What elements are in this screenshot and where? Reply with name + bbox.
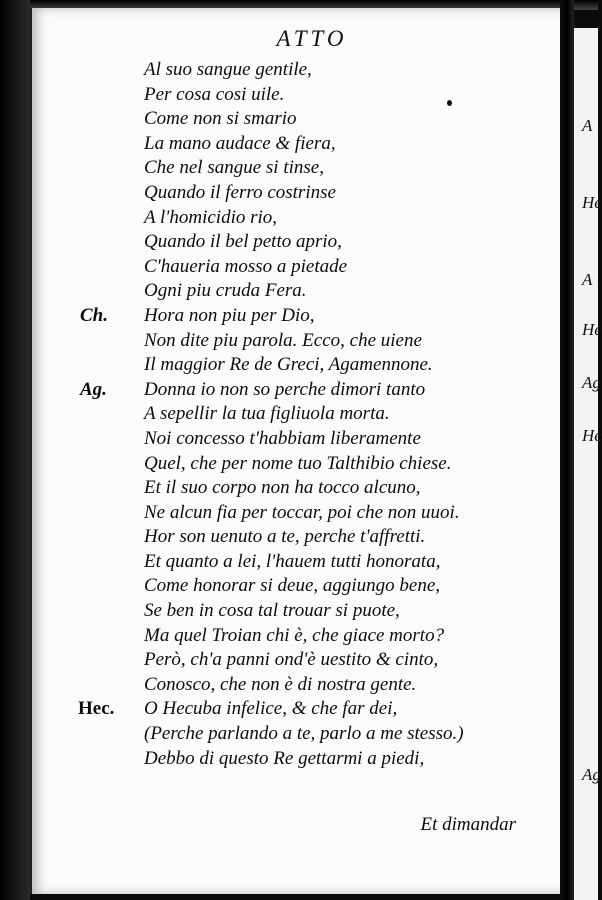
catchword: Et dimandar — [420, 814, 516, 835]
adjacent-page-edge — [574, 28, 602, 900]
line-text: Hora non piu per Dio, — [144, 304, 315, 326]
line-text: Ma quel Troian chi è, che giace morto? — [144, 624, 445, 646]
book-spine-left — [0, 0, 30, 900]
book-page — [30, 8, 572, 894]
verse-line — [32, 402, 572, 427]
line-text: Quel, che per nome tuo Talthibio chiese. — [144, 452, 452, 474]
adjacent-fragment: Ag — [582, 765, 601, 784]
verse-line — [32, 648, 572, 673]
verse-line — [32, 476, 572, 501]
verse-line — [32, 525, 572, 550]
verse-line — [32, 378, 572, 403]
line-text: Quando il bel petto aprio, — [144, 231, 342, 253]
verse-line — [32, 304, 572, 329]
line-text: Conosco, che non è di nostra gente. — [144, 673, 417, 695]
adjacent-fragment: He — [582, 426, 602, 445]
verse-line — [32, 501, 572, 526]
adjacent-fragment: He — [582, 193, 602, 212]
line-text: Noi concesso t'habbiam liberamente — [144, 427, 421, 449]
verse-line — [32, 353, 572, 378]
line-text: O Hecuba infelice, & che far dei, — [144, 698, 398, 720]
line-text: Donna io non so perche dimori tanto — [144, 378, 426, 400]
verse-line — [32, 329, 572, 354]
verse-line — [32, 181, 572, 206]
line-text: Al suo sangue gentile, — [144, 59, 312, 80]
line-text: Che nel sangue si tinse, — [144, 157, 324, 179]
line-text: Hor son uenuto a te, perche t'affretti. — [144, 526, 426, 548]
line-text: Per cosa cosi uile. — [144, 83, 285, 105]
verse-line — [32, 58, 572, 83]
line-text: C'haueria mosso a pietade — [144, 255, 348, 277]
line-text: A l'homicidio rio, — [144, 206, 278, 228]
line-text: Ne alcun fia per toccar, poi che non uuoi. — [144, 501, 460, 523]
verse-line — [32, 206, 572, 231]
verse-line — [32, 452, 572, 477]
verse-line — [32, 427, 572, 452]
adjacent-fragment: A — [582, 270, 593, 289]
line-text: Ogni piu cruda Fera. — [144, 280, 307, 302]
line-text: La mano audace & fiera, — [144, 132, 336, 154]
verse-line — [32, 574, 572, 599]
line-text: Come non si smario — [144, 108, 297, 130]
verse-line — [32, 255, 572, 280]
line-text: (Perche parlando a te, parlo a me stesso.) — [144, 723, 464, 745]
verse-line — [32, 722, 572, 747]
verse-line — [32, 550, 572, 575]
verse-line — [32, 747, 572, 772]
verse-line — [32, 156, 572, 181]
line-text: Debbo di questo Re gettarmi a piedi, — [144, 747, 425, 769]
line-text: Quando il ferro costrinse — [144, 181, 336, 203]
line-text: Il maggior Re de Greci, Agamennone. — [144, 354, 433, 376]
line-text: Et quanto a lei, l'hauem tutti honorata, — [144, 550, 441, 572]
line-text: A sepellir la tua figliuola morta. — [144, 403, 390, 425]
speaker-label: Hec. — [78, 698, 115, 720]
verse-lines — [32, 58, 572, 771]
speaker-label: Ch. — [80, 304, 108, 326]
verse-line — [32, 624, 572, 649]
speaker-label: Ag. — [80, 378, 107, 400]
verse-line — [32, 107, 572, 132]
verse-line — [32, 230, 572, 255]
line-text: Però, ch'a panni ond'è uestito & cinto, — [144, 649, 439, 671]
verse-line — [32, 83, 572, 108]
verse-line — [32, 673, 572, 698]
verse-line — [32, 599, 572, 624]
adjacent-fragment: A — [582, 116, 593, 135]
verse-line — [32, 132, 572, 157]
line-text: Non dite piu parola. Ecco, che uiene — [144, 329, 422, 351]
line-text: Et il suo corpo non ha tocco alcuno, — [144, 477, 421, 499]
adjacent-fragment: He — [582, 320, 602, 339]
adjacent-fragment: Ag — [582, 373, 601, 392]
page-header: ATTO — [276, 26, 348, 51]
verse-line — [32, 697, 572, 722]
book-gutter — [560, 0, 574, 900]
line-text: Come honorar si deue, aggiungo bene, — [144, 575, 441, 597]
verse-line — [32, 279, 572, 304]
line-text: Se ben in cosa tal trouar si puote, — [144, 600, 400, 622]
